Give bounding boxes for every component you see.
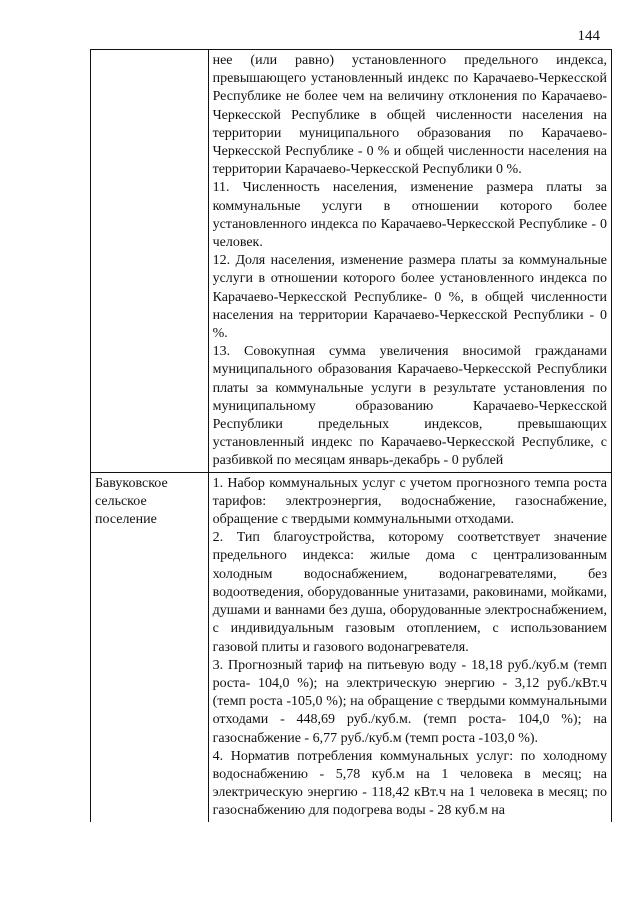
table-row	[91, 50, 612, 473]
index-table	[90, 49, 612, 822]
municipality-name-cell: Бавуковское сельское поселение	[91, 472, 209, 821]
indicator-paragraph: 4. Норматив потребления коммунальных услуг: по холодному водоснабжению - 5,78 куб.м на 1 человека в месяц; на электрическую энергию - 118,42 кВт.ч на 1 человека в месяц; по газоснабжению для подогрева воды - 28 куб.м на	[212, 748, 607, 819]
indicator-paragraph: 12. Доля населения, изменение размера платы за коммунальные услуги в отношении которого более установленного индекса по Карачаево-Черкесской Республике- 0 %, в общей численности населения на территории Карачаево-Черкесской Республики - 0 %.	[212, 253, 607, 342]
indicator-paragraph: 2. Тип благоустройства, которому соответствует значение предельного индекса: жилые дома с централизованным холодным водоснабжением, водонагревателями, без водоотведения, оборудованные унитазами, раковинами, мойками, душами и ваннами без душа, оборудованные электроснабжением, с индивидуальным газовым отоплением, с использованием газовой плиты и газового водонагревателя.	[212, 530, 607, 655]
page-number: 144	[577, 28, 600, 44]
indicator-paragraph: 1. Набор коммунальных услуг с учетом прогнозного темпа роста тарифов: электроэнергия, водоснабжение, газоснабжение, обращение с твердыми коммунальными отходами.	[212, 475, 607, 528]
table-row	[91, 472, 612, 821]
indicator-paragraph: нее (или равно) установленного предельного индекса, превышающего установленный индекс по Карачаево-Черкесской Республике не более чем на величину отклонения по Карачаево-Черкесской Республике в общей численности населения на территории муниципального образования по Карачаево-Черкесской Республике - 0 % и общей численности населения на территории Карачаево-Черкесской Республики 0 %.	[212, 53, 607, 178]
indicator-text-cell	[208, 50, 611, 473]
indicator-paragraph: 3. Прогнозный тариф на питьевую воду - 18,18 руб./куб.м (темп роста- 104,0 %); на электрическую энергию - 3,12 руб./кВт.ч (темп роста -105,0 %); на обращение с твердыми коммунальными отходами - 448,69 руб./куб.м. (темп роста- 104,0 %); на газоснабжение - 6,77 руб./куб.м (темп роста -103,0 %).	[212, 657, 607, 746]
indicator-paragraph: 11. Численность населения, изменение размера платы за коммунальные услуги в отношении которого более установленного индекса по Карачаево-Черкесской Республике - 0 человек.	[212, 180, 607, 251]
municipality-name-cell	[91, 50, 209, 473]
indicator-text-cell	[208, 472, 611, 821]
indicator-paragraph: 13. Совокупная сумма увеличения вносимой гражданами муниципального образования Карачаево-Черкесской Республики платы за коммунальные услуги в результате установления по муниципальному образованию Карачаево-Черкесской Республики предельных индексов, превышающих установленный индекс по Карачаево-Черкесской Республике, с разбивкой по месяцам январь-декабрь - 0 рублей	[212, 344, 607, 469]
